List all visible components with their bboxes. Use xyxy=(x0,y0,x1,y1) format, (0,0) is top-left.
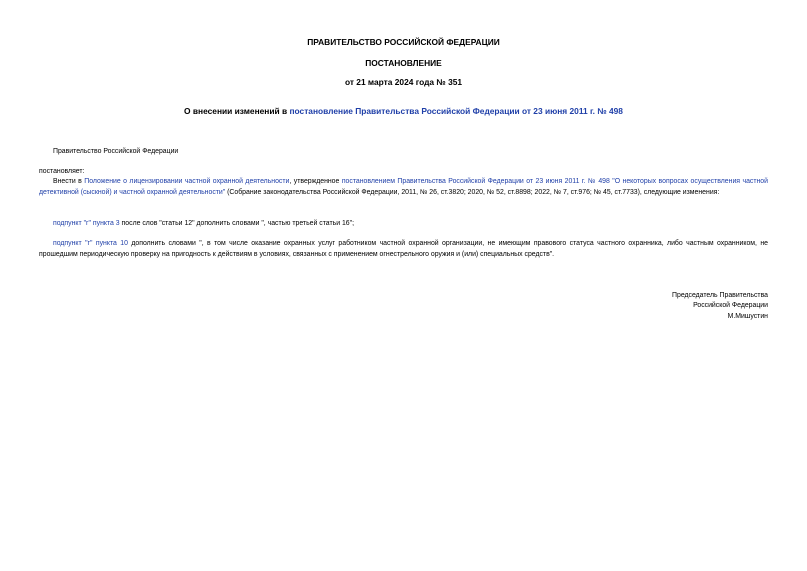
item-2-link[interactable]: подпункт "г" пункта 10 xyxy=(53,240,128,247)
item-1-text: после слов "статьи 12" дополнить словами ", частью третьей статьи 16"; xyxy=(119,220,355,227)
item-2-text: дополнить словами ", в том числе оказание охранных услуг работником частной охранной организации, не имеющим правового статуса частного охранника, либо частным охранником, не прошедшим периодическую проверку на пригодность к действиям в условиях, связанных с применением огнестрельного оружия и (или) специальных средств". xyxy=(39,240,768,258)
amendment-item-2 xyxy=(39,238,768,260)
main-text-3: (Собрание законодательства Российской Федерации, 2011, № 26, ст.3820; 2020, № 52, ст.8898; 2022, № 7, ст.976; № 45, ст.7733), следующие изменения: xyxy=(225,189,720,196)
government-name: Правительство Российской Федерации xyxy=(53,148,179,155)
main-paragraph xyxy=(39,176,768,198)
document-type-heading: ПОСТАНОВЛЕНИЕ xyxy=(365,58,442,68)
main-text-1: Внести в xyxy=(53,178,85,185)
amendment-item-1 xyxy=(39,218,768,229)
decrees-label: постановляет: xyxy=(39,168,85,175)
item-1-link[interactable]: подпункт "г" пункта 3 xyxy=(53,220,120,227)
main-text-2: , утвержденное xyxy=(289,178,342,185)
issuer-heading: ПРАВИТЕЛЬСТВО РОССИЙСКОЙ ФЕДЕРАЦИИ xyxy=(307,37,500,47)
signature-title: Председатель Правительства xyxy=(672,292,768,299)
signature-organization: Российской Федерации xyxy=(693,302,768,309)
signature-name: М.Мишустин xyxy=(727,313,768,320)
title-link[interactable]: постановление Правительства Российской Федерации от 23 июня 2011 г. № 498 xyxy=(289,106,623,116)
date-number-heading: от 21 марта 2024 года № 351 xyxy=(344,77,463,87)
document-title xyxy=(0,106,807,116)
resolution-link[interactable]: постановлением Правительства Российской Федерации от 23 июня 2011 г. № 498 "О некоторых вопросах осуществления частной детективной (сыскной) и частной охранной деятельности" xyxy=(39,178,768,196)
regulation-link[interactable]: Положение о лицензировании частной охранной деятельности xyxy=(84,178,290,185)
title-prefix: О внесении изменений в xyxy=(184,106,290,116)
